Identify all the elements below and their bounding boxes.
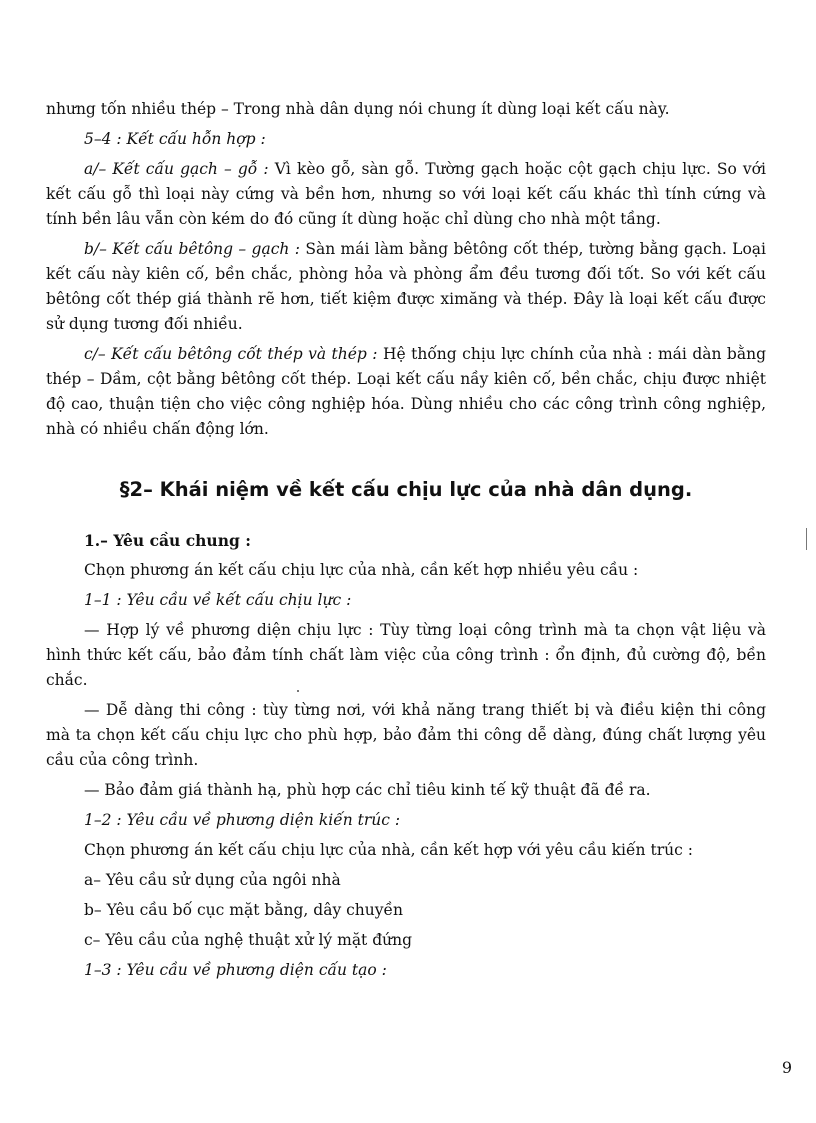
subsection-1-1-title: 1–1 : Yêu cầu về kết cấu chịu lực : [84,591,352,609]
subsection-1-2-title: 1–2 : Yêu cầu về phương diện kiến trúc : [84,811,401,829]
section-text-block [46,528,766,988]
section-heading: §2– Khái niệm về kết cấu chịu lực của nhà dân dụng. [119,478,693,501]
subsection-5-4-title: 5–4 : Kết cấu hỗn hợp : [84,130,266,148]
requirement-general-title: 1.– Yêu cầu chung : [84,531,251,550]
scan-speck [297,690,299,692]
paragraph-b [46,237,766,337]
list-item-a: a– Yêu cầu sử dụng của ngôi nhà [84,871,341,889]
dash-item-1: — Hợp lý về phương diện chịu lực : Tùy từng loại công trình mà ta chọn vật liệu và hình thức kết cấu, bảo đảm tính chất làm việc của công trình : ổn định, đủ cường độ, bền chắc. [46,621,766,689]
page-number: 9 [781,1058,792,1077]
list-item-b: b– Yêu cầu bố cục mặt bằng, dây chuyền [84,901,404,919]
paragraph-c-text: Hệ thống chịu lực chính của nhà : mái dàn bằng thép – Dầm, cột bằng bêtông cốt thép. Loại kết cấu nầy kiên cố, bền chắc, chịu được nhiệt độ cao, thuận tiện cho việc công nghiệp hóa. Dùng nhiều cho các công trình công nghiệp, nhà có nhiều chấn động lớn. [46,345,766,438]
paragraph-b-title: b/– Kết cấu bêtông – gạch : [84,240,300,258]
paragraph-b-text: Sàn mái làm bằng bêtông cốt thép, tường bằng gạch. Loại kết cấu này kiên cố, bền chắc, phòng hỏa và phòng ẩm đều tương đối tốt. So với kết cấu bêtông cốt thép giá thành rẽ hơn, tiết kiệm được ximăng và thép. Đây là loại kết cấu được sử dụng tương đối nhiều. [46,240,766,333]
list-item-c: c– Yêu cầu của nghệ thuật xử lý mặt đứng [84,931,413,949]
paragraph-a [46,157,766,232]
paragraph-a-title: a/– Kết cấu gạch – gỗ : [84,160,269,178]
top-text-block [46,97,766,447]
architecture-intro: Chọn phương án kết cấu chịu lực của nhà, cần kết hợp với yêu cầu kiến trúc : [84,841,693,859]
subsection-1-3-title: 1–3 : Yêu cầu về phương diện cấu tạo : [84,961,387,979]
paragraph-a-text: Vì kèo gỗ, sàn gỗ. Tường gạch hoặc cột gạch chịu lực. So với kết cấu gỗ thì loại này cứng và bền hơn, nhưng so với loại kết cấu khác thì tính cứng và tính bền lâu vẫn còn kém do đó cũng ít dùng hoặc chỉ dùng cho nhà một tầng. [46,160,766,228]
paragraph-c [46,342,766,442]
paragraph-continuation: nhưng tốn nhiều thép – Trong nhà dân dụng nói chung ít dùng loại kết cấu này. [46,100,670,118]
requirement-intro: Chọn phương án kết cấu chịu lực của nhà, cần kết hợp nhiều yêu cầu : [84,561,639,579]
paragraph-c-title: c/– Kết cấu bêtông cốt thép và thép : [84,345,378,363]
scan-artifact [806,528,807,550]
dash-item-3: — Bảo đảm giá thành hạ, phù hợp các chỉ tiêu kinh tế kỹ thuật đã đề ra. [84,781,651,799]
dash-item-2: — Dễ dàng thi công : tùy từng nơi, với khả năng trang thiết bị và điều kiện thi công mà ta chọn kết cấu chịu lực cho phù hợp, bảo đảm thi công dễ dàng, đúng chất lượng yêu cầu của công trình. [46,701,766,769]
